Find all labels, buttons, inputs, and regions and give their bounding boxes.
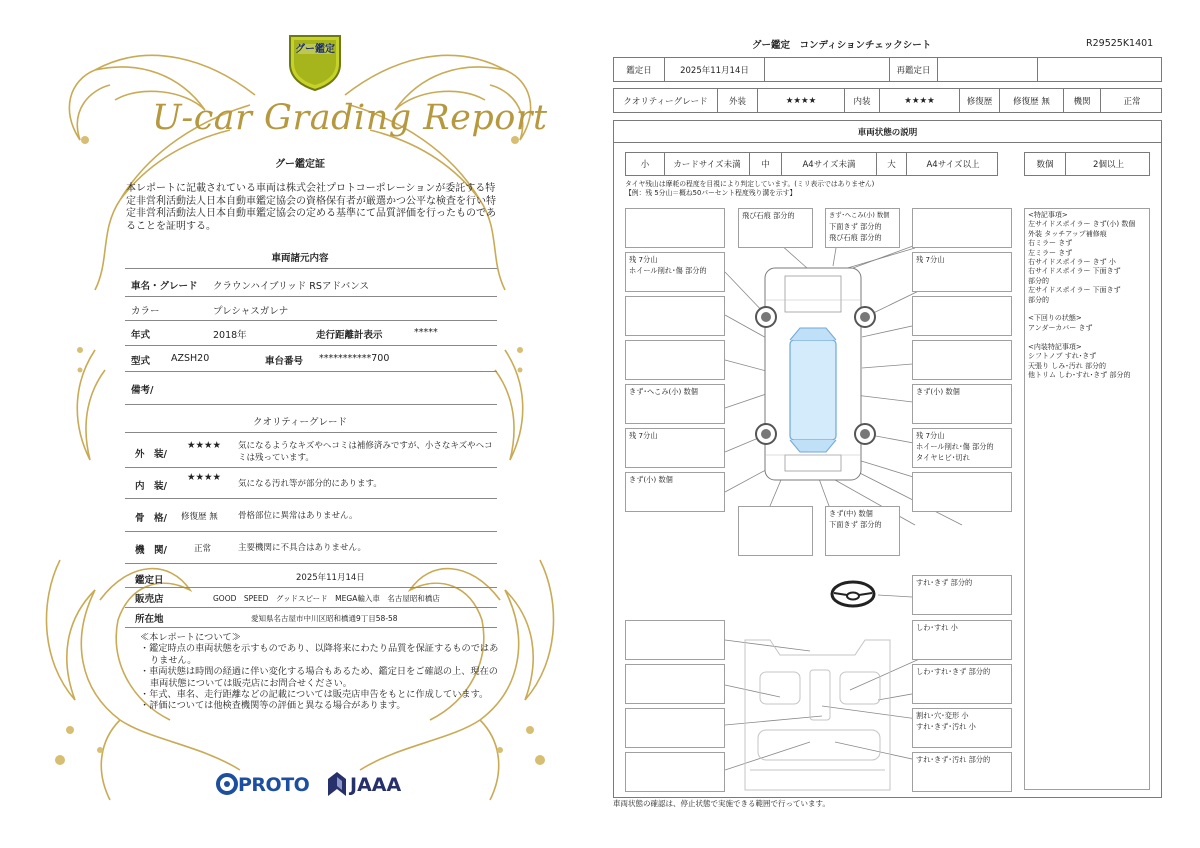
comment-line: ホイール削れ･傷 部分的 (629, 266, 707, 275)
special-note-line (1028, 333, 1135, 342)
note-item: ・車両状態は時間の経過に伴い変化する場合もあるため、鑑定日をご確認の上、現在の車両状態については販売店にお問合せください。 (140, 666, 498, 689)
divider (125, 404, 497, 405)
report-notes (140, 632, 500, 712)
interior-label: 内 装/ (135, 481, 167, 492)
comment-line: すれ･きず･汚れ 小 (916, 722, 976, 731)
comment-box-left-front-tire (625, 252, 725, 292)
model-label: 車名・グレード (131, 281, 198, 292)
comment-box (625, 296, 725, 336)
special-note-line: 右サイドスポイラー きず 小 (1028, 258, 1116, 267)
interior-label: 内装 (844, 89, 879, 112)
remarks-label: 備考/ (131, 385, 154, 396)
section-title: 車両状態の説明 (614, 121, 1161, 143)
comment-line: ホイール削れ･傷 部分的 (916, 442, 994, 451)
proto-logo-text: PROTO (238, 774, 310, 796)
comment-box-left-rear (625, 472, 725, 512)
exterior-label: 外 装/ (135, 449, 167, 460)
interior-description: 気になる汚れ等が部分的にあります。 (238, 479, 382, 489)
comment-box (912, 208, 1012, 248)
special-note-line: 右ミラー きず (1028, 239, 1073, 248)
divider (125, 320, 497, 321)
exterior-stars: ★★★★ (187, 440, 222, 451)
comment-line: すれ･きず･汚れ 部分的 (916, 755, 991, 764)
date-value: 2025年11月14日 (296, 573, 365, 583)
date-label: 鑑定日 (135, 575, 164, 586)
legend-small-desc: カードサイズ未満 (664, 153, 749, 175)
special-note-line: 部分的 (1028, 276, 1049, 285)
comment-box (912, 472, 1012, 512)
divider (125, 587, 497, 588)
divider (125, 498, 497, 499)
comment-line: タイヤヒビ･切れ (916, 453, 970, 462)
repair-history-label: 修復歴 (959, 89, 999, 112)
special-note-line: シフトノブ すれ･きず (1028, 352, 1097, 361)
engine-value: 正常 (194, 544, 212, 554)
reappraisal-label: 再鑑定日 (889, 58, 937, 81)
dealer-label: 販売店 (135, 594, 164, 605)
sheet-footer-note: 車両状態の確認は、停止状態で実施できる範囲で行っています。 (613, 799, 830, 808)
proto-logo-icon (216, 773, 238, 795)
comment-box-interior-5 (912, 752, 1012, 792)
exterior-stars: ★★★★ (757, 89, 844, 112)
count-value: 2個以上 (1065, 153, 1151, 175)
divider (125, 607, 497, 608)
comment-line: 残 7分山 (629, 255, 658, 264)
comment-line: 割れ･穴･変形 小 (916, 711, 969, 720)
comment-box (625, 620, 725, 660)
year-label: 年式 (131, 330, 151, 341)
special-note-line: 天張り しみ･汚れ 部分的 (1028, 361, 1106, 370)
car-outline-exterior (756, 268, 875, 480)
note-item: ・年式、車名、走行距離などの記載については販売店申告をもとに作成しています。 (140, 689, 489, 701)
appraisal-date-value: 2025年11月14日 (664, 58, 764, 81)
comment-box-left-mid (625, 384, 725, 424)
comment-box (912, 340, 1012, 380)
appraisal-date-label: 鑑定日 (626, 65, 652, 76)
color-label: カラー (131, 306, 160, 317)
comment-line: しわ･すれ･きず 部分的 (916, 667, 991, 676)
special-note-line: 他トリム しわ･すれ･きず 部分的 (1028, 370, 1131, 379)
special-note-line: 外装 タッチアップ補修痕 (1028, 229, 1107, 238)
special-note-line: 部分的 (1028, 295, 1049, 304)
divider (125, 345, 497, 346)
comment-line: 残 7分山 (916, 255, 945, 264)
divider (125, 627, 497, 628)
comment-box-steering (912, 575, 1012, 615)
color-value: プレシャスガレナ (213, 306, 289, 317)
comment-line: きず(小) 数個 (629, 475, 673, 484)
comment-line: 残 7分山 (916, 431, 945, 440)
mileage-label: 走行距離計表示 (316, 330, 383, 341)
comment-box-top-mid2 (825, 208, 900, 248)
comment-line: きず･へこみ(小) 数個 (629, 387, 698, 396)
special-notes-panel (1024, 208, 1150, 790)
special-note-line: <下回りの状態> (1028, 314, 1082, 323)
comment-box (625, 708, 725, 748)
jaaa-logo-text: JAAA (350, 774, 402, 796)
comment-box (625, 208, 725, 248)
special-note-line: <特記事項> (1028, 211, 1068, 219)
chassis-value: ***********700 (319, 353, 390, 364)
legend-large-desc: A4サイズ以上 (906, 153, 999, 175)
note-item: ・評価については他検査機関等の評価と異なる場合があります。 (140, 700, 406, 712)
type-value: AZSH20 (171, 353, 210, 364)
comment-box (625, 752, 725, 792)
engine-label: 機 関/ (135, 545, 167, 556)
model-value: クラウンハイブリッド RSアドバンス (213, 281, 369, 292)
comment-box-top-mid1 (738, 208, 813, 248)
comment-line: 下面きず 部分的 (829, 520, 882, 529)
special-note-line: <内装特記事項> (1028, 342, 1082, 351)
dealer-value: GOOD SPEED グッドスピード MEGA輸入車 名古屋昭和橋店 (213, 594, 440, 603)
special-note-line: 左サイドスポイラー きず(小) 数個 (1028, 220, 1136, 229)
mileage-value: ***** (414, 327, 438, 338)
year-value: 2018年 (213, 330, 247, 341)
divider (125, 531, 497, 532)
notes-title: ≪本レポートについて≫ (140, 632, 241, 643)
comment-box-interior-4 (912, 708, 1012, 748)
divider (125, 296, 497, 297)
frame-description: 骨格部位に異常はありません。 (238, 511, 358, 521)
comment-line: 下面きず 部分的 (829, 222, 882, 231)
divider (125, 563, 497, 564)
special-note-line: アンダーカバー きず (1028, 323, 1093, 332)
interior-stars: ★★★★ (187, 472, 222, 483)
interior-stars: ★★★★ (879, 89, 959, 112)
comment-box (912, 296, 1012, 336)
divider (125, 268, 497, 269)
spec-title: 車両諸元内容 (271, 253, 329, 264)
divider (125, 371, 497, 372)
comment-line: きず(小) 数個 (916, 387, 960, 396)
legend-medium-desc: A4サイズ未満 (781, 153, 876, 175)
frame-label: 骨 格/ (135, 513, 167, 524)
comment-line: きず･へこみ(小) 数個 (829, 212, 890, 219)
address-label: 所在地 (135, 614, 164, 625)
comment-box-right-rear-tire (912, 428, 1012, 468)
comment-box-right-front-tire (912, 252, 1012, 292)
divider (125, 432, 497, 433)
certificate-intro: 本レポートに記載されている車両は株式会社プロトコーポレーションが委託する特定非営利活動法人日本自動車鑑定協会の資格保有者が厳選かつ公平な検査を行い特定非営利活動法人日本自動車鑑定協会の定める基準にて品質評価を行ったものであることを証明する。 (126, 183, 496, 232)
certificate-title: U-car Grading Report (152, 98, 548, 138)
count-label: 数個 (1036, 160, 1054, 170)
comment-box-interior-2 (912, 620, 1012, 660)
type-label: 型式 (131, 356, 151, 367)
condition-check-sheet (600, 0, 1200, 848)
comment-box (625, 664, 725, 704)
comment-box-bottom-mid2 (825, 506, 900, 556)
special-notes-list (1028, 211, 1135, 380)
comment-line: きず(中) 数個 (829, 509, 873, 518)
jaaa-logo-icon (327, 771, 347, 797)
tire-example-note: 【例：残 5分山＝概ね50パーセント程度残り溝を示す】 (625, 189, 797, 197)
tire-note: タイヤ残山は摩耗の程度を目視により判定しています。(ミリ表示ではありません) (625, 180, 875, 188)
document-id: R29525K1401 (1086, 38, 1154, 49)
certificate-subtitle: グー鑑定証 (275, 159, 325, 170)
comment-box-left-rear-tire (625, 428, 725, 468)
comment-box-right-mid (912, 384, 1012, 424)
exterior-label: 外装 (717, 89, 757, 112)
divider (125, 467, 497, 468)
special-note-line: 右サイドスポイラー 下面きず (1028, 267, 1121, 276)
repair-history-value: 修復歴 無 (999, 89, 1063, 112)
badge-text: グー鑑定 (295, 44, 335, 55)
car-outline-interior (745, 640, 890, 790)
special-note-line: 左サイドスポイラー 下面きず (1028, 286, 1121, 295)
legend-large: 大 (876, 153, 906, 175)
chassis-label: 車台番号 (265, 356, 304, 367)
comment-line: すれ･きず 部分的 (916, 578, 973, 587)
comment-line: 飛び石痕 部分的 (829, 233, 882, 242)
engine-description: 主要機関に不具合はありません。 (238, 543, 367, 553)
special-note-line: 左ミラー きず (1028, 248, 1073, 257)
comment-line: しわ･すれ 小 (916, 623, 958, 632)
exterior-description: 気になるようなキズやヘコミは補修済みですが、小さなキズやヘコミは残っています。 (238, 441, 493, 463)
comment-line: 飛び石痕 部分的 (742, 211, 795, 220)
steering-wheel-icon (832, 582, 874, 606)
address-value: 愛知県名古屋市中川区昭和橋通9丁目58-58 (251, 614, 398, 623)
note-item: ・鑑定時点の車両状態を示すものであり、以降将来にわたり品質を保証するものではありません。 (140, 643, 499, 666)
frame-value: 修復歴 無 (181, 512, 218, 522)
sheet-title: グー鑑定 コンディションチェックシート (752, 40, 932, 51)
quality-title: クオリティーグレード (252, 417, 348, 428)
quality-grade-label: クオリティーグレード (623, 96, 708, 107)
legend-medium: 中 (749, 153, 781, 175)
comment-box (625, 340, 725, 380)
engine-label: 機関 (1063, 89, 1100, 112)
comment-box (738, 506, 813, 556)
legend-small: 小 (640, 160, 650, 170)
engine-value: 正常 (1100, 89, 1163, 112)
comment-line: 残 7分山 (629, 431, 658, 440)
comment-box-interior-3 (912, 664, 1012, 704)
